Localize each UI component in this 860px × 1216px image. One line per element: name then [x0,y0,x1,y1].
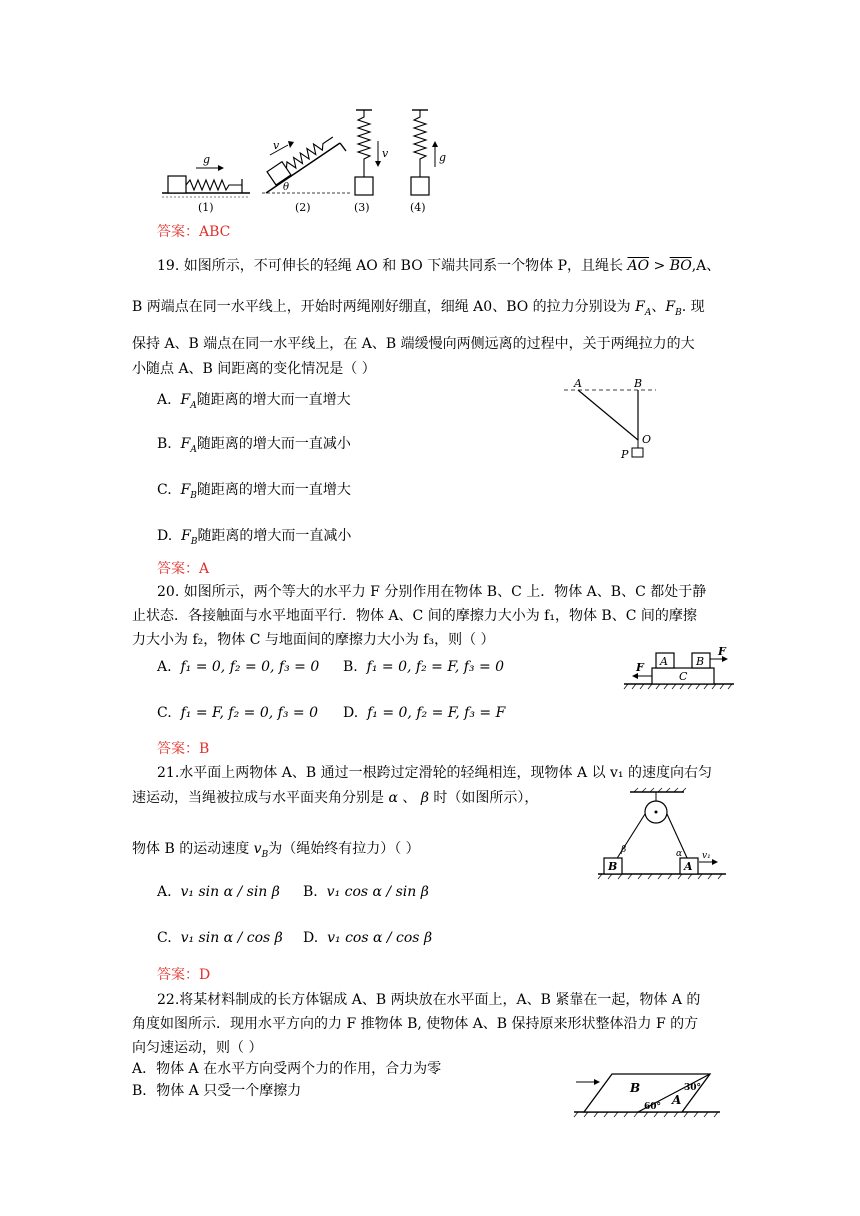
q20-option-d-prefix: D. [343,705,359,721]
q19-option-c-text: 随距离的增大而一直增大 [196,482,351,498]
q20-figure [622,646,740,692]
q19-option-a [157,389,351,411]
q18-answer: 答案：ABC [157,224,231,240]
q21-line2-sep: 、 [402,790,417,806]
q19-line2 [132,296,705,318]
q20-option-a-math: f₁ = 0, f₂ = 0, f₃ = 0 [180,659,320,675]
q21-fig-beta: β [621,845,627,855]
q19-line2-b: . 现 [681,299,705,315]
q20-line1: 20. 如图所示，两个等大的水平力 F 分别作用在物体 B、C 上．物体 A、B、C 都处于静 [157,584,707,600]
q19-option-c-sub: B [190,490,197,501]
q18-g-label-4: g [439,151,447,164]
q18-fig1 [162,153,250,214]
q21-alpha: α [388,790,398,806]
q19-option-c-f: F [180,482,191,498]
q18-fig4 [410,110,446,214]
q18-fig3 [354,110,389,214]
q19-fb-sub: B [675,307,682,318]
q19-fa: F [635,299,645,315]
q21-figure [594,788,732,882]
q20-line2: 止状态．各接触面与水平地面平行．物体 A、C 间的摩擦力大小为 f₁，物体 B、C 间的摩擦 [132,608,697,624]
q21-option-a-prefix: A. [157,884,172,900]
q19-fig-a: A [574,377,582,390]
q18-fig4-label: (4) [410,201,426,214]
q18-v-label-3: v [382,147,389,160]
q20-option-c [157,705,318,721]
q19-option-a-text: 随距离的增大而一直增大 [196,392,351,408]
q19-fig-b: B [634,377,643,390]
q20-option-b-prefix: B. [343,659,358,675]
q18-fig2-label: (2) [295,201,311,214]
q19-option-b-text: 随距离的增大而一直减小 [196,436,351,452]
q18-fig1-label: (1) [198,201,214,214]
q22-fig-a: A [672,1093,682,1107]
q21-option-d [303,930,432,946]
q21-line2-a: 速运动，当绳被拉成与水平面夹角分别是 [132,790,384,806]
q18-fig3-label: (3) [354,201,370,214]
q19-option-a-f: F [180,392,191,408]
q21-option-a [157,884,280,900]
q21-beta: β [420,790,429,806]
q22-line2: 角度如图所示．现用水平方向的力 F 推物体 B, 使物体 A、B 保持原来形状整体沿力 F 的方 [132,1016,699,1032]
q19-line1 [157,255,720,275]
q19-gt: > [653,258,666,274]
q19-option-b-sub: A [190,444,197,455]
q19-text-b: ,A、 [691,258,721,274]
q19-option-d-f: F [181,528,191,544]
q19-option-b [157,433,351,455]
q21-line3-a: 物体 B 的运动速度 [132,841,250,857]
q18-theta-label: θ [283,182,290,193]
q21-line2-b: 时（如图所示）， [433,790,539,806]
q19-fig-o: O [642,433,652,446]
q19-line2-sep: 、 [651,299,666,315]
q21-option-d-prefix: D. [303,930,319,946]
q21-option-c-math: v₁ sin α / cos β [180,930,283,946]
q19-option-d-prefix: D. [157,528,173,544]
q20-option-b-math: f₁ = 0, f₂ = F, f₃ = 0 [366,659,505,675]
q20-option-c-math: f₁ = F, f₂ = 0, f₃ = 0 [180,705,319,721]
q19-answer: 答案：A [157,561,210,577]
q20-fig-f-left: F [636,661,644,674]
q21-answer: 答案：D [157,967,211,983]
q19-option-d-sub: B [190,536,198,547]
q22-line1: 22.将某材料制成的长方体锯成 A、B 两块放在水平面上，A、B 紧靠在一起，物体 A 的 [157,992,701,1008]
q19-fig-p: P [621,448,629,461]
q19-option-b-prefix: B. [157,436,172,452]
q19-figure [560,372,670,464]
q22-fig-30: 30° [684,1083,702,1093]
q21-option-a-math: v₁ sin α / sin β [180,884,280,900]
q19-bo: $\overline{BO}$ [669,258,692,274]
q19-line3: 保持 A、B 端点在同一水平线上，在 A、B 端缓慢向两侧远离的过程中，关于两绳拉力的大 [132,336,695,352]
q21-option-c [157,930,283,946]
q21-vb-sub: B [261,849,269,860]
q19-option-d-text: 随距离的增大而一直减小 [197,528,352,544]
q22-fig-60: 60° [644,1102,662,1112]
q18-v-label-2: v [273,139,280,152]
q21-option-c-prefix: C. [157,930,172,946]
q20-answer: 答案：B [157,741,210,757]
q21-option-b-math: v₁ cos α / sin β [326,884,429,900]
q22-line3: 向匀速运动，则（ ） [132,1040,263,1056]
q18-fig2 [262,130,350,214]
q21-fig-v1: v₁ [702,851,711,861]
q19-fb: F [665,299,676,315]
q20-fig-a: A [660,655,668,668]
q19-option-a-prefix: A. [157,392,172,408]
q19-option-c [157,479,351,501]
q21-fig-alpha: α [676,849,683,859]
q22-figure [572,1068,722,1120]
q20-line3: 力大小为 f₂，物体 C 与地面间的摩擦力大小为 f₃，则（ ） [132,632,495,648]
q19-text-a: 19. 如图所示，不可伸长的轻绳 AO 和 BO 下端共同系一个物体 P，且绳长 [157,258,623,274]
q19-option-d [157,525,351,547]
q22-fig-b: B [630,1081,641,1095]
q21-option-b-prefix: B. [303,884,318,900]
q20-fig-c: C [679,670,688,683]
q20-fig-b: B [696,655,705,668]
q20-option-a [157,659,319,675]
q21-line1: 21.水平面上两物体 A、B 通过一根跨过定滑轮的轻绳相连，现物体 A 以 v₁ 的速度向右匀 [157,765,712,781]
q22-option-a: A．物体 A 在水平方向受两个力的作用，合力为零 [132,1061,442,1077]
q21-line3-b: 为（绳始终有拉力）（ ） [268,841,420,857]
q21-option-d-math: v₁ cos α / cos β [327,930,433,946]
q20-option-c-prefix: C. [157,705,172,721]
q19-option-b-f: F [180,436,191,452]
q21-fig-a: A [684,860,693,873]
q19-line2-a: B 两端点在同一水平线上，开始时两绳刚好绷直，细绳 A0、BO 的拉力分别设为 [132,299,631,315]
q19-line4: 小随点 A、B 间距离的变化情况是（ ） [132,361,376,377]
q19-option-a-sub: A [190,400,197,411]
q19-ao: $\overline{AO}$ [627,258,650,274]
q21-fig-b: B [608,860,618,873]
q19-fa-sub: A [644,307,652,318]
q18-g-label: g [203,153,211,166]
q22-option-b: B．物体 A 只受一个摩擦力 [132,1083,302,1099]
q20-option-a-prefix: A. [157,659,172,675]
q21-vb: v [253,841,262,857]
q21-line3 [132,838,420,860]
q20-fig-f-right: F [718,645,726,658]
q20-option-b [343,659,504,675]
q21-line2 [132,787,538,807]
q21-option-b [303,884,429,900]
q20-option-d-math: f₁ = 0, f₂ = F, f₃ = F [367,705,506,721]
q18-figures [150,105,450,215]
q20-option-d [343,705,505,721]
q19-option-c-prefix: C. [157,482,172,498]
